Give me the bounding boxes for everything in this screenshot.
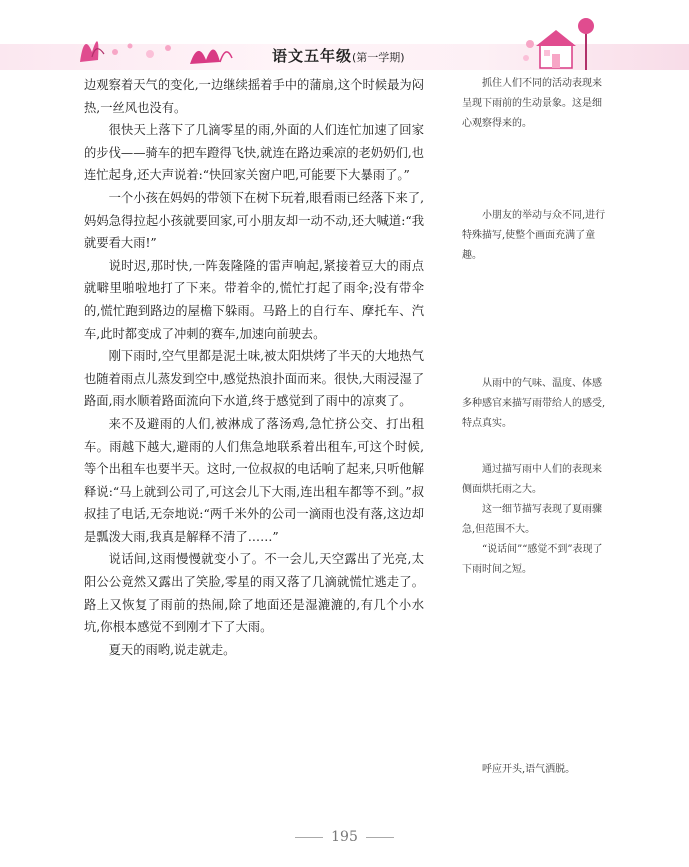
margin-note <box>462 460 610 580</box>
margin-note-text: 从雨中的气味、温度、体感多种感官来描写雨带给人的感受,特点真实。 <box>462 378 606 429</box>
margin-note-text: 抓住人们不同的活动表现来呈现下雨前的生动景象。这是细心观察得来的。 <box>462 78 602 129</box>
paragraph: 说话间,这雨慢慢就变小了。不一会儿,天空露出了光亮,太阳公公竟然又露出了笑脸,零星的雨又落了几滴就慌忙逃走了。路上又恢复了雨前的热闹,除了地面还是湿漉漉的,有几个小水坑,你根本感觉不到刚才下了大雨。 <box>84 552 424 635</box>
margin-note-text: 通过描写雨中人们的表现来侧面烘托雨之大。 <box>462 464 602 495</box>
paragraph: 来不及避雨的人们,被淋成了落汤鸡,急忙挤公交、打出租车。雨越下越大,避雨的人们焦急地联系着出租车,可这个时候,等个出租车也要半天。这时,一位叔叔的电话响了起来,只听他解释说:“马上就到公司了,可这会儿下大雨,连出租车都等不到。”叔叔挂了电话,无奈地说:“两千米外的公司一滴雨也没有落,这边却是瓢泼大雨,我真是解释不清了……” <box>84 416 424 544</box>
paragraph: 很快天上落下了几滴零星的雨,外面的人们连忙加速了回家的步伐——骑车的把车蹬得飞快,就连在路边乘凉的老奶奶们,也连忙起身,还大声说着:“快回家关窗户吧,可能要下大暴雨了。” <box>84 123 424 183</box>
margin-note-text: 小朋友的举动与众不同,进行特殊描写,使整个画面充满了童趣。 <box>462 210 606 261</box>
page-number-dash-left <box>295 837 323 838</box>
butterfly-flower-decoration-icon <box>70 22 240 72</box>
paragraph: 说时迟,那时快,一阵轰隆隆的雷声响起,紧接着豆大的雨点就噼里啪啦地打了下来。带着伞的,慌忙打起了雨伞;没有带伞的,慌忙跑到路边的屋檐下躲雨。马路上的自行车、摩托车、汽车,此时都变成了冲刺的赛车,加速向前驶去。 <box>84 258 424 341</box>
page-header <box>0 0 689 72</box>
margin-note <box>462 760 610 780</box>
margin-note <box>462 74 610 134</box>
house-tree-decoration-icon <box>520 14 600 72</box>
page-number: 195 <box>0 829 689 845</box>
header-title: 语文五年级(第一学期) <box>272 47 405 65</box>
article-body <box>84 74 424 661</box>
paragraph: 一个小孩在妈妈的带领下在树下玩着,眼看雨已经落下来了,妈妈急得拉起小孩就要回家,可小朋友却一动不动,还大喊道:“我就要看大雨!” <box>84 190 424 251</box>
paragraph: 刚下雨时,空气里都是泥土味,被太阳烘烤了半天的大地热气也随着雨点儿蒸发到空中,感觉热浪扑面而来。很快,大雨浸湿了路面,雨水顺着路面流向下水道,终于感觉到了雨中的凉爽了。 <box>84 349 424 409</box>
paragraph: 夏天的雨哟,说走就走。 <box>108 642 236 657</box>
paragraph: 边观察着天气的变化,一边继续摇着手中的蒲扇,这个时候最为闷热,一丝风也没有。 <box>84 78 424 115</box>
margin-note-text: 呼应开头,语气洒脱。 <box>482 764 576 775</box>
margin-note <box>462 206 610 266</box>
margin-note-text: “说话间”“感觉不到”表现了下雨时间之短。 <box>462 544 603 575</box>
margin-note <box>462 374 610 434</box>
margin-note-text: 这一细节描写表现了夏雨骤急,但范围不大。 <box>462 504 602 535</box>
page-number-dash-right <box>366 837 394 838</box>
